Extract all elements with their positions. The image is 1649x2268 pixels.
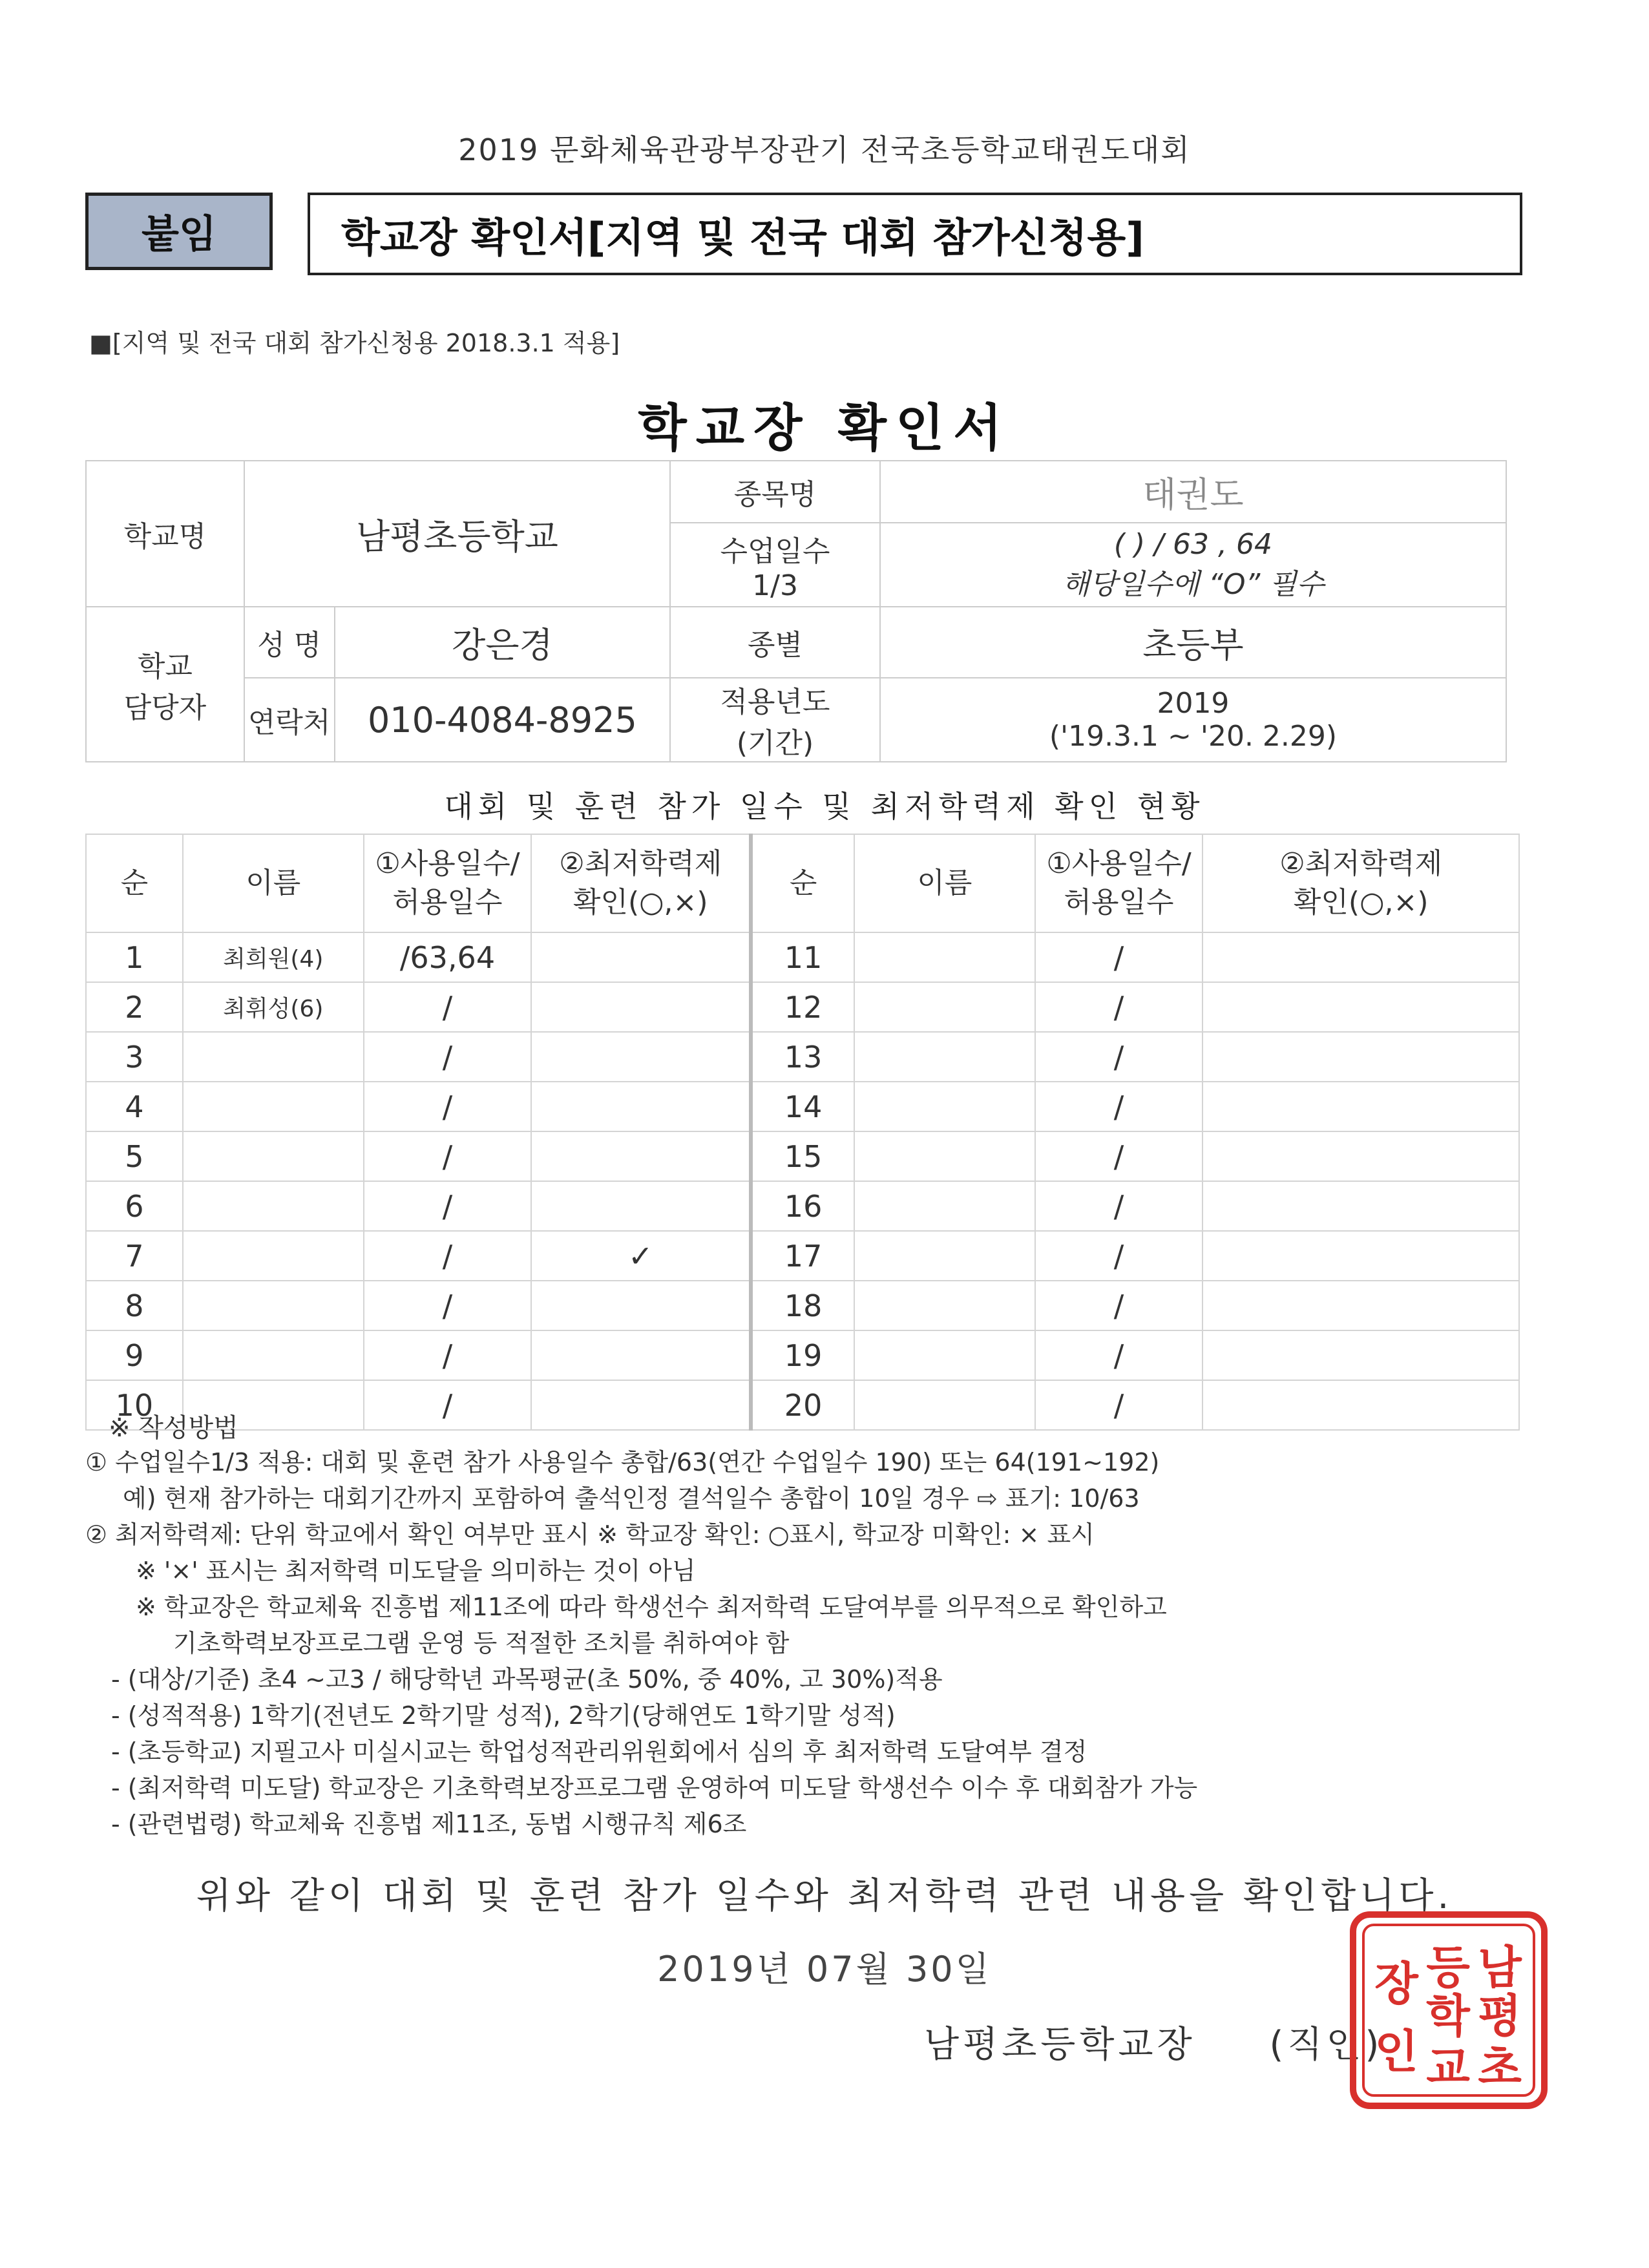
row-no: 2	[86, 982, 183, 1032]
row-days: /63,64	[364, 932, 532, 982]
method-line: ② 최저학력제: 단위 학교에서 확인 여부만 표시 ※ 학교장 확인: ○표시, 학교장 미확인: × 표시	[85, 1520, 1095, 1549]
table-row	[86, 1032, 1519, 1082]
row-no: 1	[86, 932, 183, 982]
class-days-label-line1: 수업일수	[720, 534, 830, 568]
row-check	[531, 1380, 751, 1430]
row-days: /	[1035, 1330, 1203, 1380]
table-row	[86, 1330, 1519, 1380]
row-no: 4	[86, 1082, 183, 1131]
contact-name: 강은경	[335, 607, 671, 678]
seal-glyph: 초	[1478, 2041, 1522, 2095]
year-value: 2019	[1157, 687, 1230, 720]
row-days: /	[364, 1231, 532, 1281]
method-line: ※ '×' 표시는 최저학력 미도달을 의미하는 것이 아님	[136, 1557, 696, 1585]
row-check	[1203, 1032, 1519, 1082]
row-no: 6	[86, 1181, 183, 1231]
row-check	[531, 1330, 751, 1380]
division-label: 종별	[670, 607, 880, 678]
row-days: /	[1035, 1032, 1203, 1082]
header-name-right: 이름	[854, 834, 1035, 932]
row-no: 19	[751, 1330, 854, 1380]
class-days-cell	[880, 523, 1506, 607]
roster-table	[85, 834, 1520, 1431]
row-no: 3	[86, 1032, 183, 1082]
sport-value: 태권도	[880, 461, 1506, 523]
year-label-line1: 적용년도	[720, 686, 830, 719]
row-name: 최휘성(6)	[183, 982, 364, 1032]
row-no: 12	[751, 982, 854, 1032]
row-check	[531, 1131, 751, 1181]
row-check	[531, 932, 751, 982]
row-name	[854, 1231, 1035, 1281]
row-no: 9	[86, 1330, 183, 1380]
row-name	[183, 1131, 364, 1181]
table-row	[86, 1231, 1519, 1281]
row-no: 8	[86, 1281, 183, 1330]
table-row	[86, 932, 1519, 982]
row-check	[531, 982, 751, 1032]
table-row	[86, 1131, 1519, 1181]
division-value: 초등부	[880, 607, 1506, 678]
row-days: /	[1035, 932, 1203, 982]
method-line: - (성적적용) 1학기(전년도 2학기말 성적), 2학기(당해연도 1학기말 성적)	[111, 1701, 896, 1730]
row-no: 5	[86, 1131, 183, 1181]
row-name	[854, 1082, 1035, 1131]
row-name	[854, 1131, 1035, 1181]
table-row	[86, 1181, 1519, 1231]
closing-statement: 위와 같이 대회 및 훈련 참가 일수와 최저학력 관련 내용을 확인합니다.	[196, 1875, 1453, 1917]
row-days: /	[364, 1131, 532, 1181]
seal-glyph: 남	[1478, 1941, 1522, 1995]
row-days: /	[364, 1032, 532, 1082]
row-days: /	[364, 1181, 532, 1231]
row-no: 18	[751, 1281, 854, 1330]
row-name	[854, 1281, 1035, 1330]
row-no: 17	[751, 1231, 854, 1281]
header-check-right: ②최저학력제 확인(○,×)	[1203, 834, 1519, 932]
class-days-value: ( ) / 63 , 64	[1113, 527, 1272, 561]
attachment-badge: 붙임	[85, 193, 273, 270]
row-days: /	[364, 982, 532, 1032]
row-days: /	[364, 1082, 532, 1131]
row-days: /	[1035, 982, 1203, 1032]
class-days-label	[670, 523, 880, 607]
seal-glyph: 등	[1426, 1941, 1470, 1995]
row-no: 16	[751, 1181, 854, 1231]
row-no: 13	[751, 1032, 854, 1082]
phone-value: 010-4084-8925	[335, 678, 671, 762]
row-name	[854, 1330, 1035, 1380]
header-days-right: ①사용일수/ 허용일수	[1035, 834, 1203, 932]
roster-title: 대회 및 훈련 참가 일수 및 최저학력제 확인 현황	[444, 789, 1205, 824]
table-row	[86, 982, 1519, 1032]
row-name	[183, 1032, 364, 1082]
seal-glyph: 학	[1426, 1990, 1470, 2043]
seal-glyph: 장	[1374, 1957, 1418, 2011]
row-check	[531, 1032, 751, 1082]
method-line: ① 수업일수1/3 적용: 대회 및 훈련 참가 사용일수 총합/63(연간 수업일수 190) 또는 64(191~192)	[85, 1448, 1160, 1476]
row-check	[531, 1181, 751, 1231]
principal-line	[924, 2016, 1383, 2068]
row-check: ✓	[531, 1231, 751, 1281]
class-days-label-line2: 1/3	[752, 569, 798, 602]
info-table	[85, 460, 1507, 762]
method-line: 기초학력보장프로그램 운영 등 적절한 조치를 취하여야 함	[173, 1629, 790, 1657]
event-title: 2019 문화체육관광부장관기 전국초등학교태권도대회	[458, 132, 1191, 167]
row-days: /	[1035, 1181, 1203, 1231]
sport-label: 종목명	[670, 461, 880, 523]
row-name	[183, 1231, 364, 1281]
row-days: /	[1035, 1231, 1203, 1281]
row-name	[854, 1380, 1035, 1430]
row-check	[1203, 1131, 1519, 1181]
method-line: - (대상/기준) 초4 ~고3 / 해당학년 과목평균(초 50%, 중 40%, 고 30%)적용	[111, 1665, 943, 1694]
seal-glyph: 인	[1374, 2025, 1418, 2079]
principal-title: 남평초등학교장	[924, 2024, 1196, 2066]
row-days: /	[364, 1330, 532, 1380]
signature-date: 2019년 07월 30일	[657, 1949, 992, 1990]
seal-mark: (직인)	[1269, 2024, 1383, 2066]
row-name	[854, 982, 1035, 1032]
method-heading: ※ 작성방법	[109, 1413, 238, 1443]
name-label: 성 명	[244, 607, 335, 678]
method-line: - (최저학력 미도달) 학교장은 기초학력보장프로그램 운영하여 미도달 학생선수 이수 후 대회참가 가능	[111, 1774, 1198, 1802]
applicability-note: ■[지역 및 전국 대회 참가신청용 2018.3.1 적용]	[89, 329, 620, 357]
header-name-left: 이름	[183, 834, 364, 932]
header-check-left: ②최저학력제 확인(○,×)	[531, 834, 751, 932]
row-no: 11	[751, 932, 854, 982]
row-days: /	[1035, 1082, 1203, 1131]
row-name	[183, 1082, 364, 1131]
table-row	[86, 1082, 1519, 1131]
row-name	[854, 932, 1035, 982]
row-no: 7	[86, 1231, 183, 1281]
row-check	[1203, 1380, 1519, 1430]
row-check	[1203, 1281, 1519, 1330]
row-check	[1203, 1231, 1519, 1281]
row-days: /	[364, 1380, 532, 1430]
document-title: 학교장 확인서	[638, 399, 1011, 457]
class-days-hint: 해당일수에 “O” 필수	[1062, 567, 1325, 601]
row-check	[1203, 982, 1519, 1032]
row-no: 15	[751, 1131, 854, 1181]
row-check	[1203, 1082, 1519, 1131]
table-row	[86, 1380, 1519, 1430]
row-no: 20	[751, 1380, 854, 1430]
contact-label: 학교 담당자	[86, 607, 244, 762]
row-no: 10	[86, 1380, 183, 1430]
row-check	[531, 1082, 751, 1131]
row-days: /	[1035, 1281, 1203, 1330]
method-line: - (초등학교) 지필고사 미실시교는 학업성적관리위원회에서 심의 후 최저학력 도달여부 결정	[111, 1738, 1087, 1766]
phone-label: 연락처	[244, 678, 335, 762]
school-name: 남평초등학교	[244, 461, 670, 607]
school-label: 학교명	[86, 461, 244, 607]
year-label	[670, 678, 880, 762]
year-cell	[880, 678, 1506, 762]
table-row	[86, 1281, 1519, 1330]
row-check	[1203, 932, 1519, 982]
seal-glyph: 평	[1478, 1990, 1522, 2043]
row-no: 14	[751, 1082, 854, 1131]
row-name	[854, 1032, 1035, 1082]
seal-glyph: 교	[1426, 2041, 1470, 2095]
year-period: ('19.3.1 ~ '20. 2.29)	[1049, 720, 1338, 753]
header-days-left: ①사용일수/ 허용일수	[364, 834, 532, 932]
method-line: 예) 현재 참가하는 대회기간까지 포함하여 출석인정 결석일수 총합이 10일 경우 ⇨ 표기: 10/63	[123, 1484, 1140, 1513]
header-no-left: 순	[86, 834, 183, 932]
method-line: - (관련법령) 학교체육 진흥법 제11조, 동법 시행규칙 제6조	[111, 1810, 747, 1838]
row-name	[183, 1181, 364, 1231]
method-line: ※ 학교장은 학교체육 진흥법 제11조에 따라 학생선수 최저학력 도달여부를 의무적으로 확인하고	[136, 1593, 1167, 1621]
row-name	[183, 1330, 364, 1380]
row-check	[1203, 1181, 1519, 1231]
row-days: /	[1035, 1131, 1203, 1181]
row-days: /	[1035, 1380, 1203, 1430]
row-days: /	[364, 1281, 532, 1330]
school-seal-stamp	[1348, 1909, 1549, 2111]
header-no-right: 순	[751, 834, 854, 932]
row-name: 최희원(4)	[183, 932, 364, 982]
row-name	[854, 1181, 1035, 1231]
form-title: 학교장 확인서[지역 및 전국 대회 참가신청용]	[308, 193, 1522, 275]
row-check	[1203, 1330, 1519, 1380]
row-name	[183, 1281, 364, 1330]
year-label-line2: (기간)	[736, 727, 814, 760]
row-check	[531, 1281, 751, 1330]
